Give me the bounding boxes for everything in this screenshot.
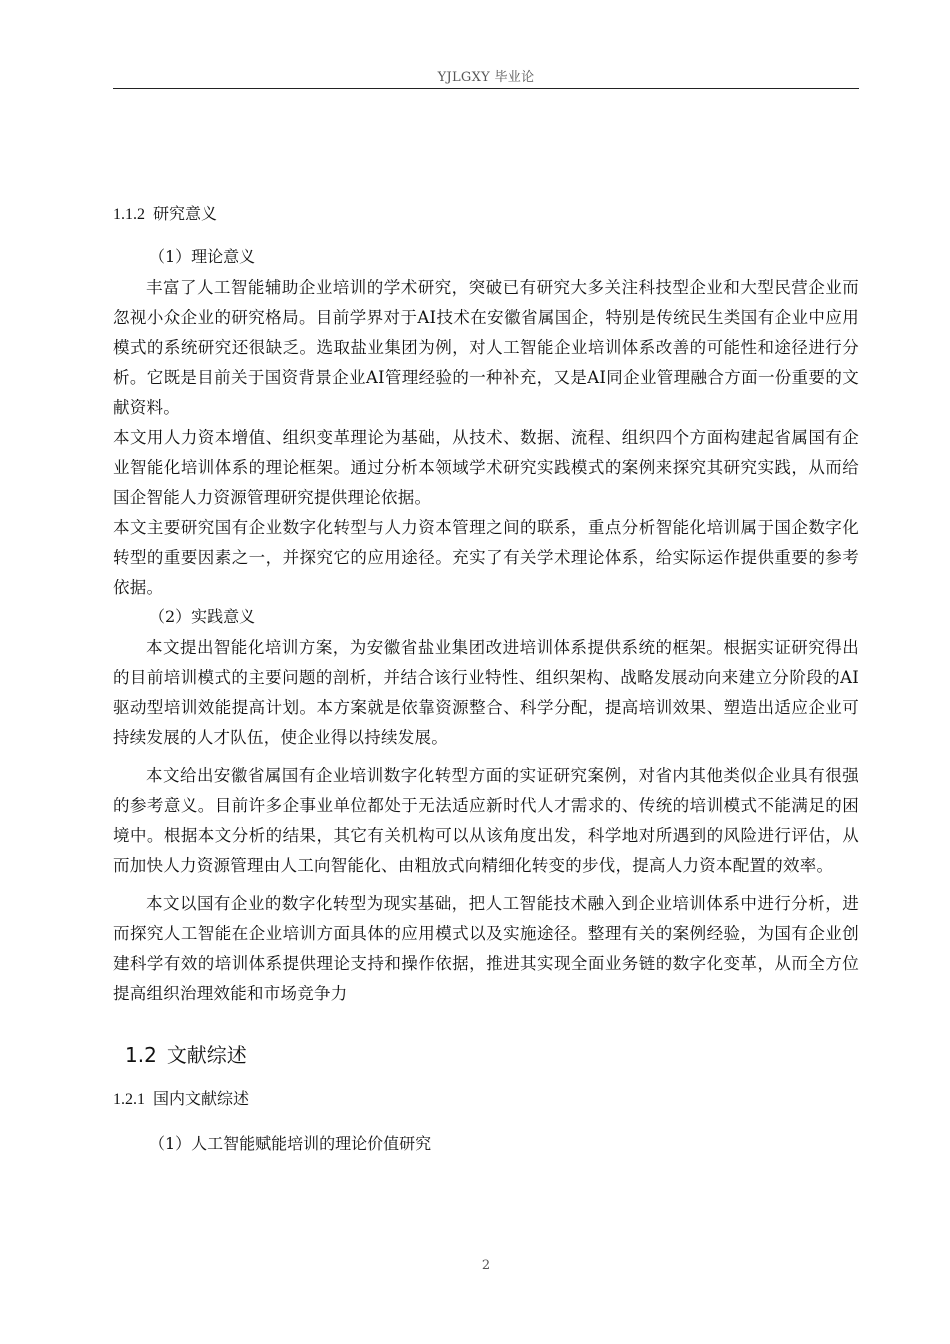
section-title: 国内文献综述 [153, 1089, 250, 1108]
section-number: 1.2 [125, 1043, 157, 1067]
practice-heading: （2）实践意义 [149, 607, 256, 626]
section-number: 1.2.1 [113, 1091, 145, 1108]
subsection-heading: （1）人工智能赋能培训的理论价值研究 [149, 1134, 432, 1153]
theory-paragraph-1: 丰富了人工智能辅助企业培训的学术研究，突破已有研究大多关注科技型企业和大型民营企业而忽视小众企业的研究格局。目前学界对于AI技术在安徽省属国企，特别是传统民生类国有企业中应用模式的系统研究还很缺乏。选取盐业集团为例，对人工智能企业培训体系改善的可能性和途径进行分析。它既是目前关于国资背景企业AI管理经验的一种补充，又是AI同企业管理融合方面一份重要的文献资料。 [113, 278, 859, 417]
theory-paragraph-3: 本文主要研究国有企业数字化转型与人力资本管理之间的联系，重点分析智能化培训属于国企数字化转型的重要因素之一，并探究它的应用途径。充实了有关学术理论体系，给实际运作提供重要的参考依据。 [113, 518, 859, 597]
page-header: YJLGXY 毕业论 [437, 70, 535, 85]
practice-paragraph-3: 本文以国有企业的数字化转型为现实基础，把人工智能技术融入到企业培训体系中进行分析，进而探究人工智能在企业培训方面具体的应用模式以及实施途径。整理有关的案例经验，为国有企业创建科学有效的培训体系提供理论支持和操作依据，推进其实现全面业务链的数字化变革，从而全方位提高组织治理效能和市场竞争力 [113, 894, 859, 1003]
header-divider [113, 88, 859, 89]
theory-heading: （1）理论意义 [149, 247, 256, 266]
section-heading-1-1-2 [113, 200, 859, 229]
section-title: 研究意义 [153, 204, 218, 223]
page-content [113, 200, 859, 1160]
section-heading-1-2-1 [113, 1085, 859, 1114]
theory-paragraph-2: 本文用人力资本增值、组织变革理论为基础，从技术、数据、流程、组织四个方面构建起省属国有企业智能化培训体系的理论框架。通过分析本领域学术研究实践模式的案例来探究其研究实践，从而给国企智能人力资源管理研究提供理论依据。 [113, 428, 859, 507]
practice-paragraph-1: 本文提出智能化培训方案，为安徽省盐业集团改进培训体系提供系统的框架。根据实证研究得出的目前培训模式的主要问题的剖析，并结合该行业特性、组织架构、战略发展动向来建立分阶段的AI驱动型培训效能提高计划。本方案就是依靠资源整合、科学分配，提高培训效果、塑造出适应企业可持续发展的人才队伍，使企业得以持续发展。 [113, 638, 859, 747]
practice-paragraph-2: 本文给出安徽省属国有企业培训数字化转型方面的实证研究案例，对省内其他类似企业具有很强的参考意义。目前许多企事业单位都处于无法适应新时代人才需求的、传统的培训模式不能满足的困境中。根据本文分析的结果，其它有关机构可以从该角度出发，科学地对所遇到的风险进行评估，从而加快人力资源管理由人工向智能化、由粗放式向精细化转变的步伐，提高人力资本配置的效率。 [113, 766, 859, 875]
section-number: 1.1.2 [113, 206, 145, 223]
page-number: 2 [481, 1258, 491, 1273]
section-title: 文献综述 [166, 1043, 247, 1067]
section-heading-1-2 [113, 1039, 859, 1071]
